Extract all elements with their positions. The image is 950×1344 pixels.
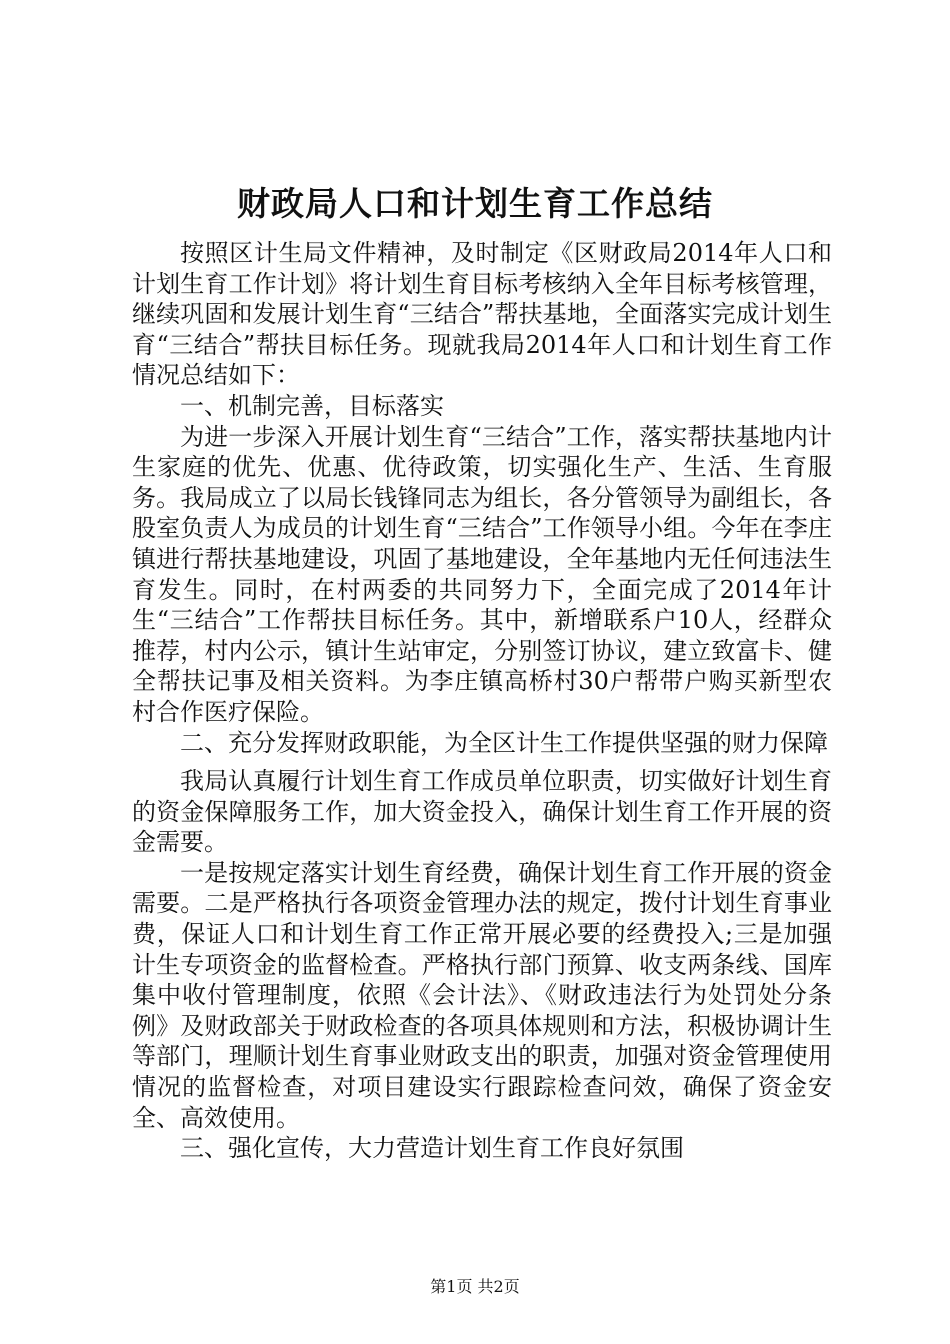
- document-title: 财政局人口和计划生育工作总结: [237, 184, 713, 223]
- intro-paragraph: 按照区计生局文件精神，及时制定《区财政局2014年人口和计划生育工作计划》将计划生育目标考核纳入全年目标考核管理，继续巩固和发展计划生育“三结合”帮扶基地，全面落实完成计划生育“三结合”帮扶目标任务。现就我局2014年人口和计划生育工作情况总结如下：: [132, 239, 832, 390]
- section-2-paragraph-2: 一是按规定落实计划生育经费，确保计划生育工作开展的资金需要。二是严格执行各项资金管理办法的规定，拨付计划生育事业费，保证人口和计划生育工作正常开展必要的经费投入;三是加强计生专项资金的监督检查。严格执行部门预算、收支两条线、国库集中收付管理制度，依照《会计法》、《财政违法行为处罚处分条例》及财政部关于财政检查的各项具体规则和方法，积极协调计生等部门，理顺计划生育事业财政支出的职责，加强对资金管理使用情况的监督检查，对项目建设实行跟踪检查问效，确保了资金安全、高效使用。: [132, 858, 832, 1132]
- section-heading-1: 一、机制完善，目标落实: [180, 391, 444, 420]
- section-1-paragraph: 为进一步深入开展计划生育“三结合”工作，落实帮扶基地内计生家庭的优先、优惠、优待政策，切实强化生产、生活、生育服务。我局成立了以局长钱锋同志为组长，各分管领导为副组长，各股室负责人为成员的计划生育“三结合”工作领导小组。今年在李庄镇进行帮扶基地建设，巩固了基地建设，全年基地内无任何违法生育发生。同时，在村两委的共同努力下，全面完成了2014年计生“三结合”工作帮扶目标任务。其中，新增联系户10人，经群众推荐，村内公示，镇计生站审定，分别签订协议，建立致富卡、健全帮扶记事及相关资料。为李庄镇高桥村30户帮带户购买新型农村合作医疗保险。: [132, 422, 832, 726]
- section-2-paragraph-1: 我局认真履行计划生育工作成员单位职责，切实做好计划生育的资金保障服务工作，加大资金投入，确保计划生育工作开展的资金需要。: [132, 767, 832, 857]
- section-heading-2: 二、充分发挥财政职能，为全区计生工作提供坚强的财力保障: [180, 728, 828, 757]
- section-heading-3: 三、强化宣传，大力营造计划生育工作良好氛围: [180, 1134, 684, 1163]
- page-footer: 第1页 共2页: [430, 1277, 520, 1296]
- document-body: [132, 238, 832, 1164]
